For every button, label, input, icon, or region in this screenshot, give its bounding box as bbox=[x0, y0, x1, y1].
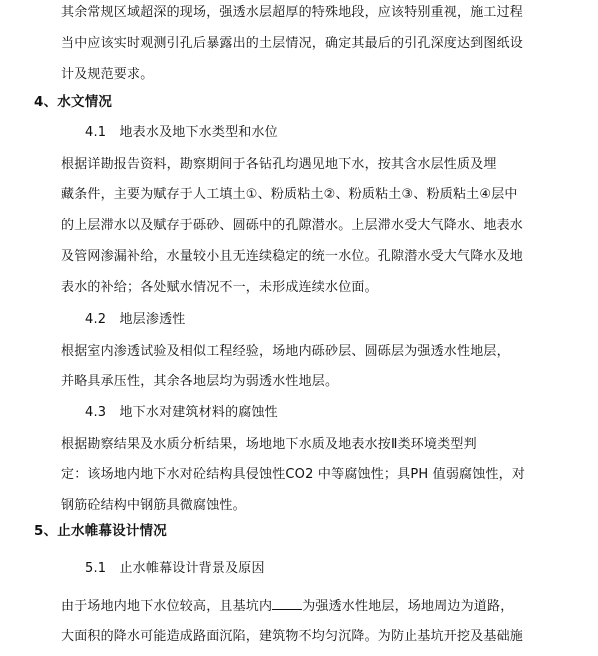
section-heading-4: 4、水文情况 bbox=[34, 94, 113, 110]
text-line: 当中应该实时观测引孔后暴露出的土层情况，确定其最后的引孔深度达到图纸设 bbox=[61, 36, 524, 51]
paragraph-line: 藏条件，主要为赋存于人工填土①、粉质粘土②、粉质粘土③、粉质粘土④层中 bbox=[61, 187, 518, 202]
paragraph-line: 的上层滞水以及赋存于砾砂、圆砾中的孔隙潜水。上层滞水受大气降水、地表水 bbox=[61, 218, 524, 233]
paragraph-line: 定：该场地内地下水对砼结构具侵蚀性CO2 中等腐蚀性；具PH 值弱腐蚀性，对 bbox=[61, 467, 526, 482]
paragraph-line: 根据勘察结果及水质分析结果，场地地下水质及地表水按Ⅱ类环境类型判 bbox=[61, 437, 477, 452]
subsection-heading-5-1: 5.1 止水帷幕设计背景及原因 bbox=[85, 561, 265, 576]
paragraph-line: 大面积的降水可能造成路面沉陷，建筑物不均匀沉降。为防止基坑开挖及基础施 bbox=[61, 629, 524, 644]
paragraph-line: 及管网渗漏补给，水量较小且无连续稳定的统一水位。孔隙潜水受大气降水及地 bbox=[61, 249, 524, 264]
text-line: 其余常规区域超深的现场，强透水层超厚的特殊地段，应该特别重视，施工过程 bbox=[61, 5, 524, 20]
paragraph-text: 为强透水性地层，场地周边为道路， bbox=[302, 599, 514, 614]
subsection-heading-4-2: 4.2 地层渗透性 bbox=[85, 312, 186, 327]
text-line: 计及规范要求。 bbox=[61, 67, 154, 82]
paragraph-line: 并略具承压性，其余各地层均为弱透水性地层。 bbox=[61, 374, 339, 389]
paragraph-line: 根据详勘报告资料，勘察期间于各钻孔均遇见地下水，按其含水层性质及埋 bbox=[61, 157, 497, 172]
subsection-heading-4-1: 4.1 地表水及地下水类型和水位 bbox=[85, 125, 278, 140]
section-heading-5: 5、止水帷幕设计情况 bbox=[34, 523, 167, 539]
subsection-heading-4-3: 4.3 地下水对建筑材料的腐蚀性 bbox=[85, 405, 278, 420]
blank-underline bbox=[272, 597, 302, 610]
paragraph-line: 表水的补给；各处赋水情况不一，未形成连续水位面。 bbox=[61, 280, 378, 295]
paragraph-line bbox=[61, 597, 513, 616]
paragraph-text: 由于场地内地下水位较高，且基坑内 bbox=[61, 599, 273, 614]
paragraph-line: 钢筋砼结构中钢筋具微腐蚀性。 bbox=[61, 498, 246, 513]
paragraph-line: 根据室内渗透试验及相似工程经验，场地内砾砂层、圆砾层为强透水性地层， bbox=[61, 344, 510, 359]
